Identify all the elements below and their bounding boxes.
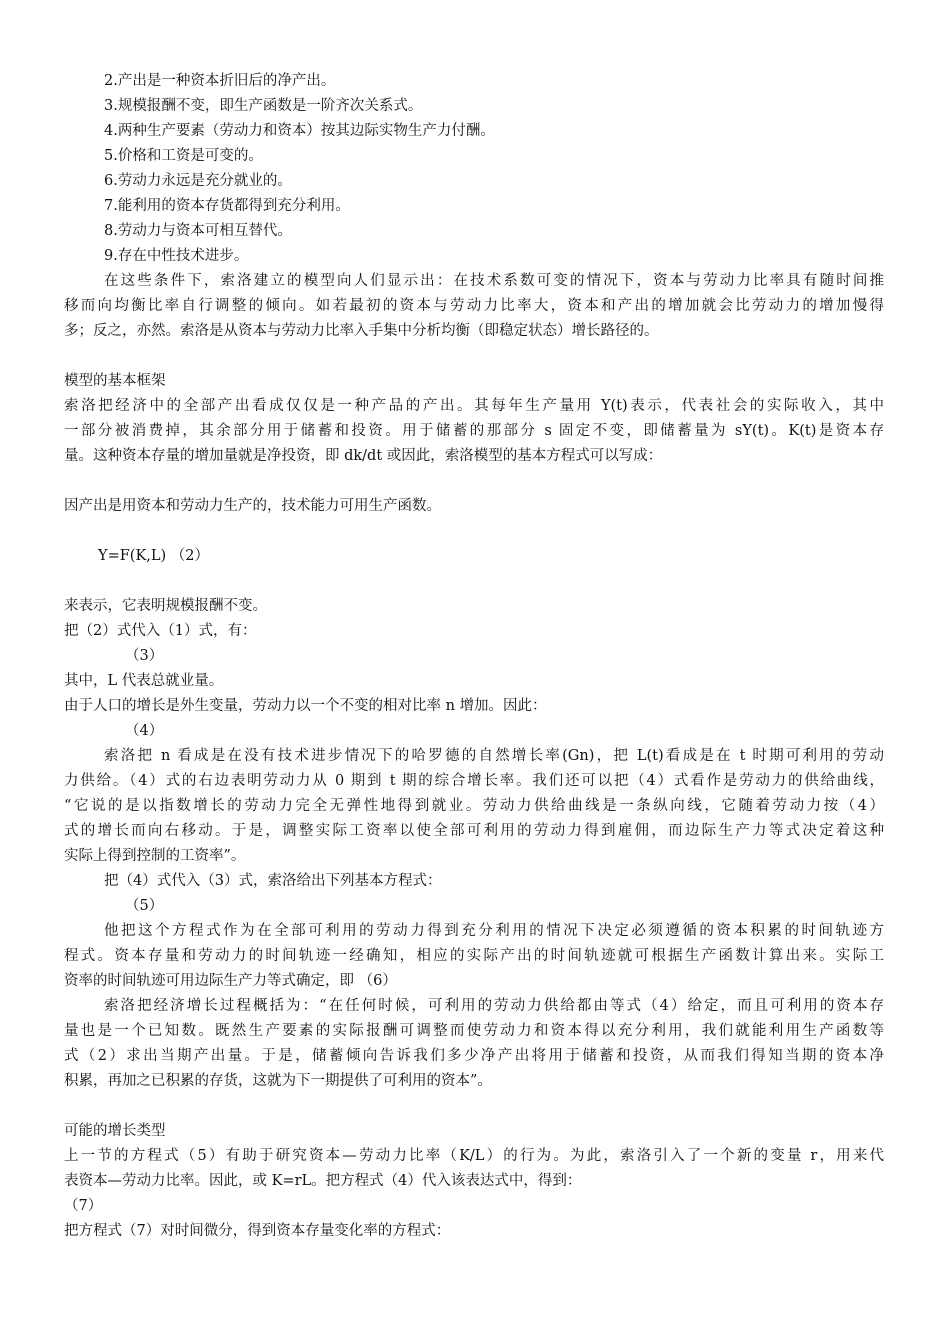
paragraph-line: 一部分被消费掉，其余部分用于储蓄和投资。用于储蓄的那部分 s 固定不变，即储蓄量为 sY(t)。K(t)是资本存 [64,423,884,439]
equation-4: （4） [125,723,164,739]
paragraph-line: 式的增长而向右移动。于是，调整实际工资率以使全部可利用的劳动力得到雇佣，而边际生产力等式决定着这种 [64,823,884,839]
equation-5: （5） [125,898,164,914]
paragraph-line: 式（2）求出当期产出量。于是，储蓄倾向告诉我们多少净产出将用于储蓄和投资，从而我们得知当期的资本净 [64,1048,884,1064]
equation-7: （7） [64,1198,103,1214]
paragraph-line: 表资本—劳动力比率。因此，或 K=rL。把方程式（4）代入该表达式中，得到： [64,1173,582,1189]
paragraph-line: 多；反之，亦然。索洛是从资本与劳动力比率入手集中分析均衡（即稳定状态）增长路径的。 [64,323,659,339]
equation-3: （3） [125,648,164,664]
list-item-9: 9.存在中性技术进步。 [104,248,249,264]
list-item-6: 6.劳动力永远是充分就业的。 [104,173,292,189]
paragraph-line: 移而向均衡比率自行调整的倾向。如若最初的资本与劳动力比率大，资本和产出的增加就会比劳动力的增加慢得 [64,298,884,314]
section-heading: 模型的基本框架 [64,373,166,389]
paragraph-line: 索洛把 n 看成是在没有技术进步情况下的哈罗德的自然增长率(Gn)，把 L(t)看成是在 t 时期可利用的劳动 [104,748,884,764]
paragraph-line: 其中，L 代表总就业量。 [64,673,224,689]
list-item-7: 7.能利用的资本存货都得到充分利用。 [104,198,350,214]
paragraph-line: 把方程式（7）对时间微分，得到资本存量变化率的方程式： [64,1223,451,1239]
section-heading: 可能的增长类型 [64,1123,166,1139]
paragraph-line: 量。这种资本存量的增加量就是净投资，即 dk/dt 或因此，索洛模型的基本方程式可以写成： [64,448,663,464]
paragraph-line: 力供给。（4）式的右边表明劳动力从 0 期到 t 期的综合增长率。我们还可以把（4）式看作是劳动力的供给曲线， [64,773,884,789]
list-item-4: 4.两种生产要素（劳动力和资本）按其边际实物生产力付酬。 [104,123,495,139]
paragraph-line: 来表示，它表明规模报酬不变。 [64,598,267,614]
list-item-5: 5.价格和工资是可变的。 [104,148,263,164]
paragraph-line: 在这些条件下，索洛建立的模型向人们显示出：在技术系数可变的情况下，资本与劳动力比率具有随时间推 [104,273,884,289]
list-item-3: 3.规模报酬不变，即生产函数是一阶齐次关系式。 [104,98,423,114]
paragraph-line: 他把这个方程式作为在全部可利用的劳动力得到充分利用的情况下决定必须遵循的资本积累的时间轨迹方 [104,923,884,939]
paragraph-line: 上一节的方程式（5）有助于研究资本—劳动力比率（K/L）的行为。为此，索洛引入了一个新的变量 r，用来代 [64,1148,884,1164]
paragraph-line: 量也是一个已知数。既然生产要素的实际报酬可调整而使劳动力和资本得以充分利用，我们就能利用生产函数等 [64,1023,884,1039]
paragraph-line: 由于人口的增长是外生变量，劳动力以一个不变的相对比率 n 增加。因此： [64,698,547,714]
paragraph-line: 程式。资本存量和劳动力的时间轨迹一经确知，相应的实际产出的时间轨迹就可根据生产函数计算出来。实际工 [64,948,884,964]
paragraph-line: 因产出是用资本和劳动力生产的，技术能力可用生产函数。 [64,498,441,514]
list-item-8: 8.劳动力与资本可相互替代。 [104,223,292,239]
equation-2: Y=F(K,L) （2） [98,548,210,564]
paragraph-line: 实际上得到控制的工资率”。 [64,848,246,864]
paragraph-line: “它说的是以指数增长的劳动力完全无弹性地得到就业。劳动力供给曲线是一条纵向线，它随着劳动力按（4） [64,798,884,814]
list-item-2: 2.产出是一种资本折旧后的净产出。 [104,73,336,89]
paragraph-line: 索洛把经济中的全部产出看成仅仅是一种产品的产出。其每年生产量用 Y(t)表示，代表社会的实际收入，其中 [64,398,884,414]
paragraph-line: 资率的时间轨迹可用边际生产力等式确定，即 （6） [64,973,397,989]
paragraph-line: 索洛把经济增长过程概括为：“在任何时候，可利用的劳动力供给都由等式（4）给定，而且可利用的资本存 [104,998,884,1014]
paragraph-line: 把（2）式代入（1）式，有： [64,623,257,639]
paragraph-line: 把（4）式代入（3）式，索洛给出下列基本方程式： [104,873,442,889]
paragraph-line: 积累，再加之已积累的存货，这就为下一期提供了可利用的资本”。 [64,1073,492,1089]
